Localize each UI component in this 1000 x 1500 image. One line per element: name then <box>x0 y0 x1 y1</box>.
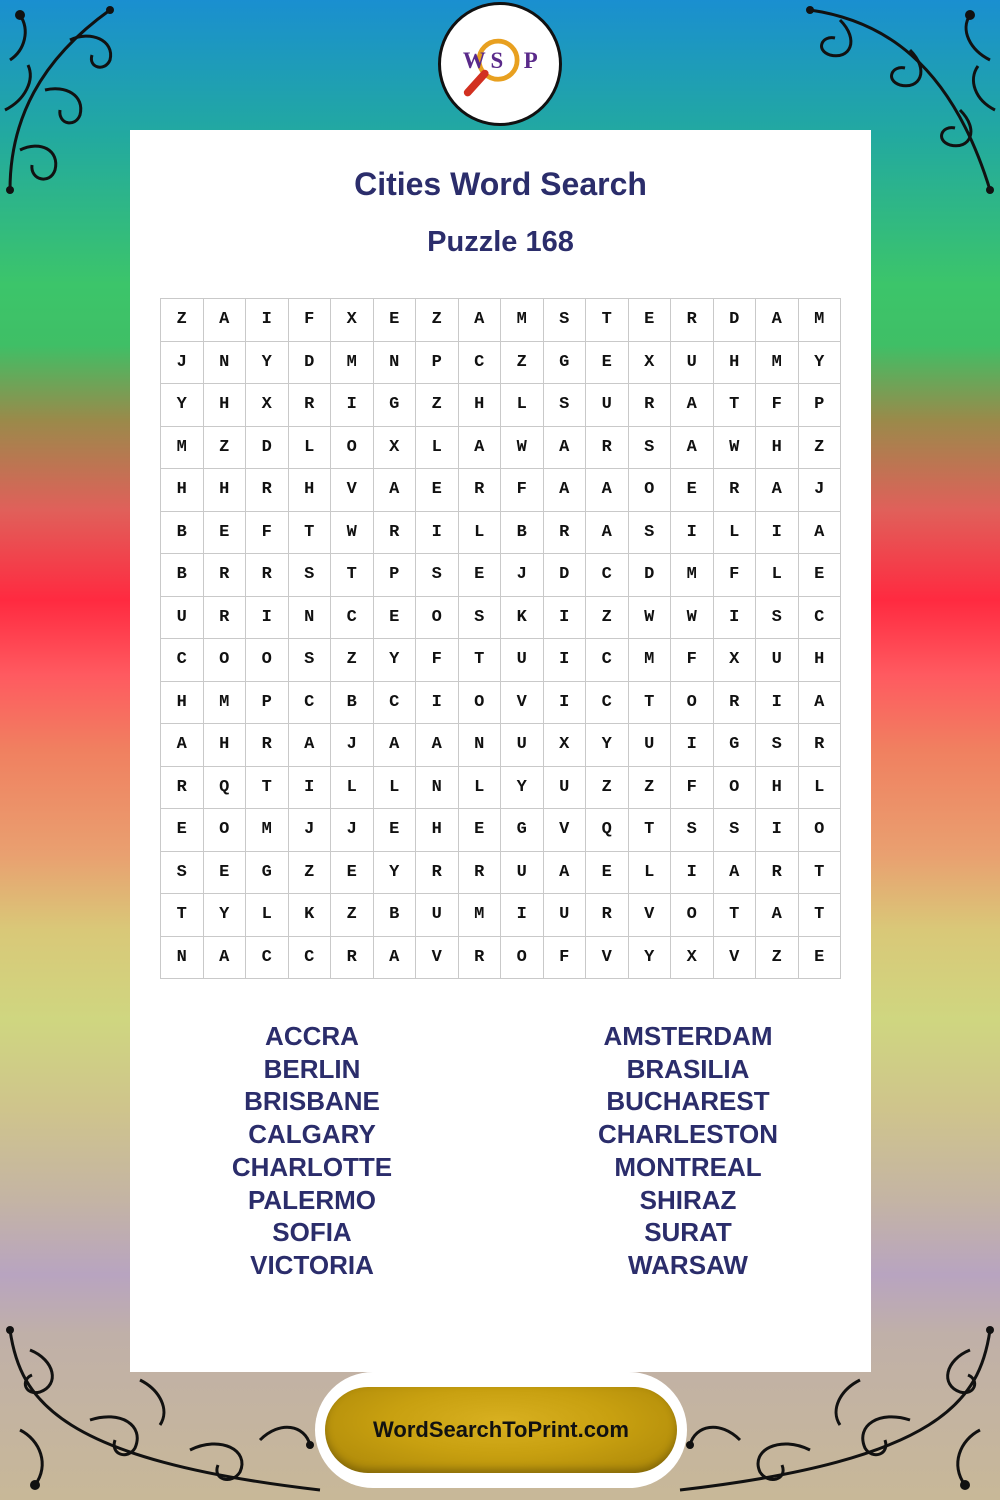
word-list-item: SHIRAZ <box>639 1184 737 1215</box>
grid-cell[interactable]: A <box>756 469 799 512</box>
grid-cell[interactable]: T <box>161 894 204 937</box>
grid-cell[interactable]: J <box>289 809 332 852</box>
grid-cell[interactable]: B <box>501 512 544 555</box>
grid-cell[interactable]: A <box>544 469 587 512</box>
footer-pill <box>315 1372 687 1488</box>
grid-cell[interactable]: L <box>374 767 417 810</box>
magnifier-icon <box>441 5 559 123</box>
grid-cell[interactable]: Q <box>586 809 629 852</box>
grid-cell[interactable]: H <box>756 767 799 810</box>
grid-cell[interactable]: A <box>671 384 714 427</box>
grid-cell[interactable]: I <box>671 724 714 767</box>
grid-cell[interactable]: P <box>246 682 289 725</box>
word-list-item: CHARLOTTE <box>231 1151 393 1182</box>
grid-cell[interactable]: L <box>459 767 502 810</box>
word-list-item: BERLIN <box>263 1053 361 1084</box>
grid-cell[interactable]: R <box>289 384 332 427</box>
grid-cell[interactable]: O <box>501 937 544 980</box>
grid-cell[interactable]: S <box>161 852 204 895</box>
grid-cell[interactable]: Y <box>586 724 629 767</box>
grid-cell[interactable]: G <box>246 852 289 895</box>
grid-cell[interactable]: S <box>459 597 502 640</box>
grid-cell[interactable]: H <box>799 639 842 682</box>
grid-cell[interactable]: Y <box>161 384 204 427</box>
grid-cell[interactable]: U <box>629 724 672 767</box>
grid-cell[interactable]: A <box>756 894 799 937</box>
grid-cell[interactable]: R <box>756 852 799 895</box>
grid-cell[interactable]: R <box>586 427 629 470</box>
grid-cell[interactable]: U <box>501 852 544 895</box>
grid-cell[interactable]: E <box>374 809 417 852</box>
grid-cell[interactable]: W <box>331 512 374 555</box>
grid-cell[interactable]: E <box>331 852 374 895</box>
grid-cell[interactable]: A <box>756 299 799 342</box>
grid-cell[interactable]: X <box>544 724 587 767</box>
grid-cell[interactable]: I <box>416 682 459 725</box>
grid-cell[interactable]: E <box>416 469 459 512</box>
grid-cell[interactable]: C <box>289 937 332 980</box>
grid-cell[interactable]: E <box>629 299 672 342</box>
grid-cell[interactable]: H <box>204 384 247 427</box>
grid-cell[interactable]: S <box>544 384 587 427</box>
grid-cell[interactable]: Y <box>204 894 247 937</box>
grid-cell[interactable]: M <box>671 554 714 597</box>
grid-cell[interactable]: S <box>756 597 799 640</box>
grid-cell[interactable]: D <box>629 554 672 597</box>
grid-cell[interactable]: A <box>374 937 417 980</box>
grid-cell[interactable]: Y <box>629 937 672 980</box>
word-list-item: SURAT <box>644 1217 732 1248</box>
grid-cell[interactable]: O <box>204 639 247 682</box>
grid-cell[interactable]: I <box>756 512 799 555</box>
logo-letter-w: W <box>462 47 486 73</box>
word-list-item: SOFIA <box>272 1217 352 1248</box>
grid-cell[interactable]: U <box>544 894 587 937</box>
grid-cell[interactable]: Z <box>289 852 332 895</box>
ornament-top-left <box>0 0 130 200</box>
grid-cell[interactable]: G <box>544 342 587 385</box>
grid-cell[interactable]: R <box>629 384 672 427</box>
grid-cell[interactable]: C <box>246 937 289 980</box>
grid-cell[interactable]: C <box>289 682 332 725</box>
grid-cell[interactable]: Z <box>629 767 672 810</box>
website-label: WordSearchToPrint.com <box>373 1417 629 1442</box>
grid-cell[interactable]: A <box>671 427 714 470</box>
grid-cell[interactable]: A <box>289 724 332 767</box>
grid-cell[interactable]: S <box>714 809 757 852</box>
grid-cell[interactable]: D <box>714 299 757 342</box>
grid-cell[interactable]: O <box>671 894 714 937</box>
grid-cell[interactable]: B <box>331 682 374 725</box>
grid-cell[interactable]: O <box>331 427 374 470</box>
grid-cell[interactable]: H <box>204 469 247 512</box>
grid-cell[interactable]: E <box>799 554 842 597</box>
grid-cell[interactable]: S <box>544 299 587 342</box>
grid-cell[interactable]: R <box>714 682 757 725</box>
grid-cell[interactable]: M <box>161 427 204 470</box>
grid-cell[interactable]: L <box>714 512 757 555</box>
grid-cell[interactable]: L <box>289 427 332 470</box>
grid-cell[interactable]: E <box>459 554 502 597</box>
grid-cell[interactable]: I <box>756 809 799 852</box>
grid-cell[interactable]: O <box>714 767 757 810</box>
grid-cell[interactable]: M <box>204 682 247 725</box>
grid-cell[interactable]: C <box>799 597 842 640</box>
grid-cell[interactable]: Y <box>374 639 417 682</box>
grid-cell[interactable]: H <box>459 384 502 427</box>
grid-cell[interactable]: O <box>416 597 459 640</box>
grid-cell[interactable]: F <box>544 937 587 980</box>
grid-cell[interactable]: L <box>629 852 672 895</box>
grid-cell[interactable]: H <box>756 427 799 470</box>
grid-cell[interactable]: P <box>416 342 459 385</box>
grid-cell[interactable]: G <box>374 384 417 427</box>
grid-cell[interactable]: T <box>714 384 757 427</box>
grid-cell[interactable]: I <box>544 597 587 640</box>
grid-cell[interactable]: A <box>416 724 459 767</box>
grid-cell[interactable]: W <box>714 427 757 470</box>
grid-cell[interactable]: S <box>289 554 332 597</box>
letter-grid[interactable] <box>160 298 841 979</box>
grid-cell[interactable]: J <box>331 809 374 852</box>
grid-cell[interactable]: D <box>289 342 332 385</box>
grid-cell[interactable]: T <box>799 852 842 895</box>
grid-cell[interactable]: A <box>161 724 204 767</box>
grid-cell[interactable]: E <box>671 469 714 512</box>
grid-cell[interactable]: I <box>756 682 799 725</box>
grid-cell[interactable]: K <box>501 597 544 640</box>
grid-cell[interactable]: T <box>459 639 502 682</box>
grid-cell[interactable]: A <box>714 852 757 895</box>
grid-cell[interactable]: W <box>671 597 714 640</box>
grid-cell[interactable]: Y <box>799 342 842 385</box>
grid-cell[interactable]: A <box>799 682 842 725</box>
grid-cell[interactable]: F <box>671 639 714 682</box>
grid-cell[interactable]: Z <box>501 342 544 385</box>
grid-cell[interactable]: Z <box>799 427 842 470</box>
grid-cell[interactable]: R <box>459 937 502 980</box>
grid-cell[interactable]: S <box>289 639 332 682</box>
word-list-left <box>162 1020 462 1282</box>
grid-cell[interactable]: S <box>629 512 672 555</box>
grid-cell[interactable]: R <box>799 724 842 767</box>
grid-cell[interactable]: H <box>416 809 459 852</box>
grid-cell[interactable]: J <box>161 342 204 385</box>
grid-cell[interactable]: S <box>416 554 459 597</box>
grid-cell[interactable]: C <box>331 597 374 640</box>
grid-cell[interactable]: F <box>756 384 799 427</box>
grid-cell[interactable]: H <box>161 469 204 512</box>
grid-cell[interactable]: L <box>246 894 289 937</box>
grid-cell[interactable]: R <box>459 852 502 895</box>
grid-cell[interactable]: W <box>629 597 672 640</box>
grid-cell[interactable]: S <box>629 427 672 470</box>
grid-cell[interactable]: X <box>374 427 417 470</box>
grid-cell[interactable]: S <box>671 809 714 852</box>
grid-cell[interactable]: M <box>756 342 799 385</box>
website-button[interactable] <box>325 1387 677 1473</box>
grid-cell[interactable]: A <box>799 512 842 555</box>
grid-cell[interactable]: F <box>289 299 332 342</box>
grid-cell[interactable]: Z <box>586 767 629 810</box>
grid-cell[interactable]: E <box>374 597 417 640</box>
word-list-right <box>538 1020 838 1282</box>
grid-cell[interactable]: I <box>671 852 714 895</box>
grid-cell[interactable]: A <box>586 469 629 512</box>
grid-cell[interactable]: C <box>586 554 629 597</box>
grid-cell[interactable]: H <box>204 724 247 767</box>
grid-cell[interactable]: R <box>246 724 289 767</box>
grid-cell[interactable]: I <box>246 597 289 640</box>
grid-cell[interactable]: R <box>714 469 757 512</box>
grid-cell[interactable]: A <box>204 299 247 342</box>
grid-cell[interactable]: U <box>501 724 544 767</box>
grid-cell[interactable]: Z <box>416 384 459 427</box>
grid-cell[interactable]: P <box>799 384 842 427</box>
grid-cell[interactable]: E <box>161 809 204 852</box>
grid-cell[interactable]: Z <box>204 427 247 470</box>
word-list-item: PALERMO <box>247 1184 377 1215</box>
grid-cell[interactable]: J <box>331 724 374 767</box>
logo-letter-s: S <box>490 47 504 73</box>
grid-cell[interactable]: R <box>246 469 289 512</box>
word-list-item: VICTORIA <box>250 1249 374 1280</box>
grid-cell[interactable]: I <box>714 597 757 640</box>
grid-cell[interactable]: L <box>416 427 459 470</box>
grid-cell[interactable]: U <box>671 342 714 385</box>
grid-cell[interactable]: A <box>544 852 587 895</box>
grid-cell[interactable]: P <box>374 554 417 597</box>
grid-cell[interactable]: N <box>289 597 332 640</box>
word-list-item: AMSTERDAM <box>603 1021 773 1051</box>
grid-cell[interactable]: I <box>671 512 714 555</box>
grid-cell[interactable]: R <box>544 512 587 555</box>
grid-cell[interactable]: V <box>586 937 629 980</box>
grid-cell[interactable]: H <box>161 682 204 725</box>
grid-cell[interactable]: G <box>714 724 757 767</box>
grid-cell[interactable]: F <box>714 554 757 597</box>
grid-cell[interactable]: X <box>629 342 672 385</box>
grid-cell[interactable]: Z <box>416 299 459 342</box>
grid-cell[interactable]: F <box>246 512 289 555</box>
grid-cell[interactable]: J <box>799 469 842 512</box>
grid-cell[interactable]: O <box>204 809 247 852</box>
grid-cell[interactable]: V <box>331 469 374 512</box>
grid-cell[interactable]: E <box>459 809 502 852</box>
grid-cell[interactable]: B <box>161 512 204 555</box>
grid-cell[interactable]: R <box>671 299 714 342</box>
grid-cell[interactable]: O <box>459 682 502 725</box>
grid-cell[interactable]: O <box>629 469 672 512</box>
grid-cell[interactable]: T <box>331 554 374 597</box>
grid-cell[interactable]: A <box>374 469 417 512</box>
grid-cell[interactable]: Y <box>246 342 289 385</box>
grid-cell[interactable]: E <box>204 852 247 895</box>
grid-cell[interactable]: V <box>416 937 459 980</box>
grid-cell[interactable]: K <box>289 894 332 937</box>
grid-cell[interactable]: R <box>459 469 502 512</box>
grid-cell[interactable]: Q <box>204 767 247 810</box>
word-list-item: ACCRA <box>265 1021 359 1051</box>
grid-cell[interactable]: R <box>374 512 417 555</box>
grid-cell[interactable]: U <box>544 767 587 810</box>
grid-cell[interactable]: R <box>161 767 204 810</box>
grid-cell[interactable]: N <box>161 937 204 980</box>
grid-cell[interactable]: V <box>501 682 544 725</box>
grid-cell[interactable]: X <box>671 937 714 980</box>
grid-cell[interactable]: Z <box>331 894 374 937</box>
grid-cell[interactable]: M <box>799 299 842 342</box>
grid-cell[interactable]: N <box>416 767 459 810</box>
grid-cell[interactable]: I <box>544 639 587 682</box>
grid-cell[interactable]: E <box>586 852 629 895</box>
grid-cell[interactable]: M <box>459 894 502 937</box>
grid-cell[interactable]: T <box>714 894 757 937</box>
grid-cell[interactable]: I <box>246 299 289 342</box>
word-list-item: CALGARY <box>248 1119 376 1150</box>
grid-cell[interactable]: T <box>289 512 332 555</box>
grid-cell[interactable]: H <box>289 469 332 512</box>
grid-cell[interactable]: N <box>204 342 247 385</box>
grid-cell[interactable]: R <box>416 852 459 895</box>
grid-cell[interactable]: L <box>799 767 842 810</box>
grid-cell[interactable]: Y <box>374 852 417 895</box>
grid-cell[interactable]: U <box>161 597 204 640</box>
grid-cell[interactable]: U <box>586 384 629 427</box>
grid-cell[interactable]: V <box>629 894 672 937</box>
grid-cell[interactable]: U <box>416 894 459 937</box>
grid-cell[interactable]: E <box>374 299 417 342</box>
grid-cell[interactable]: R <box>331 937 374 980</box>
grid-cell[interactable]: H <box>714 342 757 385</box>
word-list-item: CHARLESTON <box>597 1119 779 1150</box>
grid-cell[interactable]: D <box>246 427 289 470</box>
grid-cell[interactable]: V <box>714 937 757 980</box>
grid-cell[interactable]: V <box>544 809 587 852</box>
grid-cell[interactable]: R <box>204 597 247 640</box>
page-title: Cities Word Search <box>354 166 647 202</box>
grid-cell[interactable]: N <box>374 342 417 385</box>
grid-cell[interactable]: G <box>501 809 544 852</box>
grid-cell[interactable]: O <box>799 809 842 852</box>
grid-cell[interactable]: O <box>671 682 714 725</box>
grid-cell[interactable]: L <box>331 767 374 810</box>
grid-cell[interactable]: E <box>204 512 247 555</box>
grid-cell[interactable]: F <box>416 639 459 682</box>
word-list-item: WARSAW <box>628 1249 748 1280</box>
puzzle-panel <box>130 130 871 1372</box>
site-logo[interactable] <box>438 2 562 126</box>
grid-cell[interactable]: I <box>544 682 587 725</box>
grid-cell[interactable]: M <box>501 299 544 342</box>
grid-cell[interactable]: A <box>204 937 247 980</box>
grid-cell[interactable]: A <box>544 427 587 470</box>
grid-cell[interactable]: C <box>459 342 502 385</box>
grid-cell[interactable]: O <box>246 639 289 682</box>
grid-cell[interactable]: W <box>501 427 544 470</box>
grid-cell[interactable]: M <box>331 342 374 385</box>
grid-cell[interactable]: C <box>586 639 629 682</box>
grid-cell[interactable]: I <box>416 512 459 555</box>
grid-cell[interactable]: J <box>501 554 544 597</box>
grid-cell[interactable]: I <box>289 767 332 810</box>
grid-cell[interactable]: T <box>799 894 842 937</box>
grid-cell[interactable]: U <box>756 639 799 682</box>
puzzle-number: Puzzle 168 <box>427 226 574 258</box>
grid-cell[interactable]: L <box>501 384 544 427</box>
grid-cell[interactable]: M <box>629 639 672 682</box>
grid-cell[interactable]: L <box>756 554 799 597</box>
grid-cell[interactable]: T <box>629 682 672 725</box>
grid-cell[interactable]: C <box>161 639 204 682</box>
grid-cell[interactable]: T <box>586 299 629 342</box>
grid-cell[interactable]: E <box>799 937 842 980</box>
grid-cell[interactable]: C <box>586 682 629 725</box>
grid-cell[interactable]: F <box>671 767 714 810</box>
grid-cell[interactable]: D <box>544 554 587 597</box>
grid-cell[interactable]: L <box>459 512 502 555</box>
grid-cell[interactable]: T <box>246 767 289 810</box>
grid-cell[interactable]: B <box>374 894 417 937</box>
grid-cell[interactable]: M <box>246 809 289 852</box>
grid-cell[interactable]: A <box>459 299 502 342</box>
grid-cell[interactable]: Z <box>161 299 204 342</box>
word-list-item: MONTREAL <box>614 1151 762 1182</box>
grid-cell[interactable]: R <box>204 554 247 597</box>
grid-cell[interactable]: C <box>374 682 417 725</box>
word-list-item: BUCHAREST <box>606 1086 770 1117</box>
grid-cell[interactable]: U <box>501 639 544 682</box>
grid-cell[interactable]: X <box>246 384 289 427</box>
grid-cell[interactable]: I <box>501 894 544 937</box>
grid-cell[interactable]: S <box>756 724 799 767</box>
logo-letter-p: P <box>523 47 538 73</box>
grid-cell[interactable]: R <box>586 894 629 937</box>
grid-cell[interactable]: Y <box>501 767 544 810</box>
word-list-item: BRASILIA <box>626 1053 750 1084</box>
grid-cell[interactable]: R <box>246 554 289 597</box>
grid-cell[interactable]: A <box>586 512 629 555</box>
grid-cell[interactable]: Z <box>331 639 374 682</box>
grid-cell[interactable]: N <box>459 724 502 767</box>
grid-cell[interactable]: Z <box>586 597 629 640</box>
grid-cell[interactable]: A <box>374 724 417 767</box>
grid-cell[interactable]: T <box>629 809 672 852</box>
grid-cell[interactable]: I <box>331 384 374 427</box>
word-list-item: BRISBANE <box>244 1086 380 1117</box>
grid-cell[interactable]: A <box>459 427 502 470</box>
grid-cell[interactable]: F <box>501 469 544 512</box>
grid-cell[interactable]: Z <box>756 937 799 980</box>
grid-cell[interactable]: X <box>331 299 374 342</box>
grid-cell[interactable]: B <box>161 554 204 597</box>
grid-cell[interactable]: E <box>586 342 629 385</box>
grid-cell[interactable]: X <box>714 639 757 682</box>
